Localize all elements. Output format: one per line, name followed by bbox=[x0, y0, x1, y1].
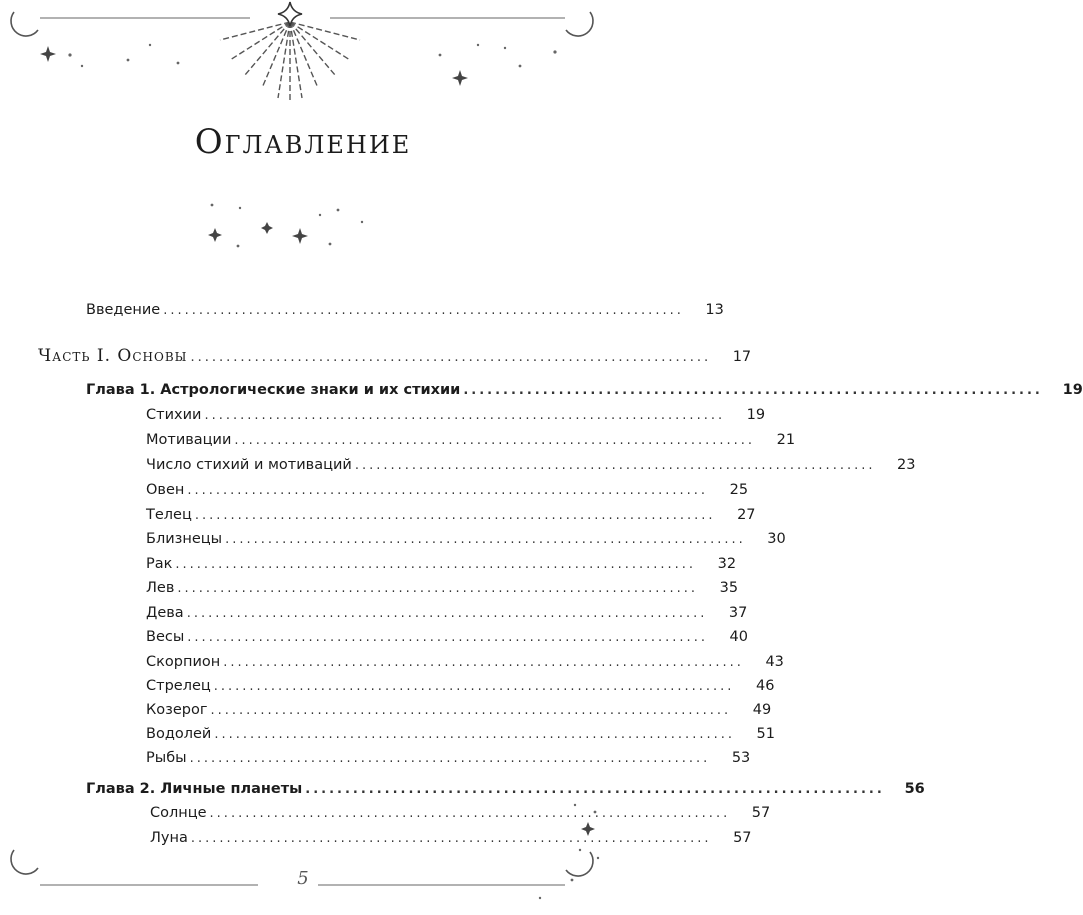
toc-entry-page: 57 bbox=[751, 805, 771, 821]
toc-entry-page: 21 bbox=[776, 432, 796, 448]
toc-chapter-page: 56 bbox=[904, 781, 925, 797]
toc-entry[interactable] bbox=[146, 676, 775, 697]
toc-entry-label: Солнце bbox=[150, 805, 207, 821]
toc-entry-label: Телец bbox=[146, 507, 192, 523]
toc-entry-intro[interactable] bbox=[86, 300, 724, 321]
toc-entry[interactable] bbox=[146, 480, 749, 501]
toc-entry[interactable] bbox=[146, 455, 916, 476]
toc-entry-page: 37 bbox=[728, 605, 748, 621]
toc-chapter-2[interactable] bbox=[86, 779, 925, 800]
toc-entry-label: Стрелец bbox=[146, 678, 211, 694]
star-icon bbox=[278, 2, 302, 26]
sunburst-rays bbox=[220, 22, 360, 102]
toc-entry-page: 25 bbox=[729, 482, 749, 498]
page-number: 5 bbox=[297, 868, 309, 889]
toc-leader-dots: ......................................................................... bbox=[187, 483, 709, 498]
toc-entry-label: Лев bbox=[146, 580, 175, 596]
toc-entry-page: 32 bbox=[717, 556, 737, 572]
toc-chapter-1[interactable] bbox=[86, 380, 1083, 401]
toc-entry[interactable] bbox=[146, 627, 748, 648]
toc-leader-dots: ......................................................................... bbox=[209, 806, 731, 821]
toc-leader-dots: ......................................................................... bbox=[223, 655, 744, 670]
toc-entry-label: Козерог bbox=[146, 702, 208, 718]
toc-leader-dots: ......................................................................... bbox=[213, 679, 735, 694]
toc-leader-dots: ......................................................................... bbox=[186, 606, 708, 621]
toc-entry[interactable] bbox=[146, 652, 784, 673]
toc-entry[interactable] bbox=[146, 748, 751, 769]
toc-entry-page: 57 bbox=[733, 830, 752, 846]
toc-leader-dots: ......................................................................... bbox=[234, 433, 756, 448]
toc-entry-label: Число стихий и мотиваций bbox=[146, 457, 352, 473]
toc-entry[interactable] bbox=[146, 724, 775, 745]
toc-entry[interactable] bbox=[150, 803, 771, 824]
toc-entry[interactable] bbox=[146, 505, 756, 526]
toc-entry[interactable] bbox=[146, 578, 739, 599]
toc-entry-page: 43 bbox=[765, 654, 784, 670]
toc-chapter-label: Глава 1. Астрологические знаки и их стихии bbox=[86, 382, 461, 398]
toc-leader-dots: ......................................................................... bbox=[463, 383, 1043, 398]
toc-chapter-label: Глава 2. Личные планеты bbox=[86, 781, 303, 797]
toc-entry-label: Рак bbox=[146, 556, 173, 572]
toc-leader-dots: ......................................................................... bbox=[177, 581, 699, 596]
toc-entry-label: Скорпион bbox=[146, 654, 221, 670]
toc-part-page: 17 bbox=[732, 349, 752, 365]
toc-entry-page: 51 bbox=[756, 726, 775, 742]
toc-leader-dots: ......................................................................... bbox=[214, 727, 735, 742]
toc-entry-label: Весы bbox=[146, 629, 185, 645]
toc-entry-label: Введение bbox=[86, 302, 161, 318]
toc-entry-label: Близнецы bbox=[146, 531, 223, 547]
toc-entry[interactable] bbox=[146, 554, 737, 575]
toc-entry-label: Рыбы bbox=[146, 750, 187, 766]
toc-part-1[interactable] bbox=[38, 346, 752, 368]
toc-entry-page: 53 bbox=[731, 750, 751, 766]
toc-entry-page: 30 bbox=[767, 531, 786, 547]
toc-entry-label: Луна bbox=[150, 830, 188, 846]
toc-leader-dots: ......................................................................... bbox=[305, 782, 885, 797]
toc-leader-dots: ......................................................................... bbox=[204, 408, 726, 423]
toc-leader-dots: ......................................................................... bbox=[354, 458, 876, 473]
toc-entry-page: 23 bbox=[897, 457, 916, 473]
toc-leader-dots: ......................................................................... bbox=[225, 532, 746, 547]
toc-entry-page: 49 bbox=[752, 702, 772, 718]
toc-leader-dots: ......................................................................... bbox=[194, 508, 716, 523]
toc-leader-dots: ......................................................................... bbox=[163, 303, 684, 318]
toc-entry-page: 13 bbox=[705, 302, 724, 318]
toc-entry[interactable] bbox=[146, 603, 748, 624]
toc-leader-dots: ......................................................................... bbox=[187, 630, 708, 645]
toc-entry-label: Дева bbox=[146, 605, 184, 621]
toc-entry-page: 27 bbox=[737, 507, 756, 523]
toc-entry[interactable] bbox=[146, 700, 772, 721]
toc-leader-dots: ......................................................................... bbox=[210, 703, 732, 718]
toc-entry[interactable] bbox=[146, 405, 766, 426]
toc-entry-page: 40 bbox=[729, 629, 748, 645]
toc-entry[interactable] bbox=[150, 828, 752, 849]
toc-entry[interactable] bbox=[146, 430, 796, 451]
toc-entry-page: 35 bbox=[719, 580, 739, 596]
toc-chapter-page: 19 bbox=[1062, 382, 1083, 398]
toc-entry-label: Овен bbox=[146, 482, 185, 498]
toc-part-label: Часть I. Основы bbox=[38, 346, 188, 366]
toc-entry-label: Мотивации bbox=[146, 432, 232, 448]
toc-leader-dots: ......................................................................... bbox=[190, 831, 712, 846]
toc-entry-page: 46 bbox=[755, 678, 775, 694]
page-title: Оглавление bbox=[194, 122, 412, 162]
toc-entry-label: Стихии bbox=[146, 407, 202, 423]
toc-entry-label: Водолей bbox=[146, 726, 212, 742]
toc-leader-dots: ......................................................................... bbox=[175, 557, 697, 572]
toc-entry[interactable] bbox=[146, 529, 786, 550]
toc-entry-page: 19 bbox=[746, 407, 766, 423]
toc-leader-dots: ......................................................................... bbox=[190, 350, 712, 365]
toc-leader-dots: ......................................................................... bbox=[189, 751, 711, 766]
